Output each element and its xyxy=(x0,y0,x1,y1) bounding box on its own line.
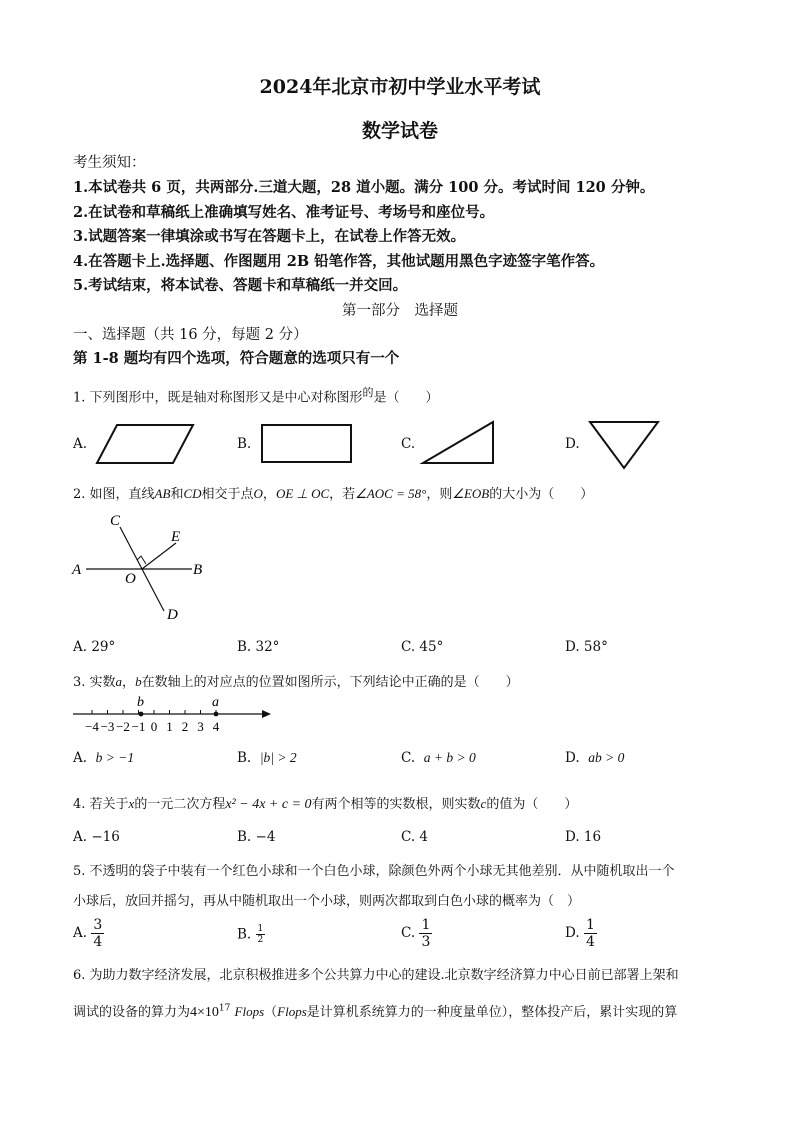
part-title: 第一部分 选择题 xyxy=(342,303,458,319)
q1-shapes xyxy=(0,410,800,476)
section-instruction: 第 1-8 题均有四个选项，符合题意的选项只有一个 xyxy=(73,350,400,367)
q2-label-a: A xyxy=(72,562,82,578)
q1-stem: 1. 下列图形中，既是轴对称图形又是中心对称图形$^的$是（ ） xyxy=(73,386,439,406)
q3-option-a: A. b > −1 xyxy=(73,750,135,766)
rectangle-shape xyxy=(262,425,351,462)
q3-label-a: a xyxy=(212,695,219,710)
q3-stem: 3. 实数a，b在数轴上的对应点的位置如图所示，下列结论中正确的是（ ） xyxy=(73,674,519,690)
tick-label: 0 xyxy=(150,719,158,734)
q5-line-1: 5. 不透明的袋子中装有一个红色小球和一个白色小球，除颜色外两个小球无其他差别．从中随机取出一个 xyxy=(73,864,675,879)
q5-option-c: C. $\frac{1}{3}$ xyxy=(401,917,431,951)
parallelogram-shape xyxy=(97,425,193,463)
q5-option-b: B. $\frac{1}{2}$ xyxy=(237,924,264,946)
tick-label: −2 xyxy=(116,719,130,734)
q3-option-d: D. ab > 0 xyxy=(565,750,625,766)
q6-line-1: 6. 为助力数字经济发展，北京积极推进多个公共算力中心的建设.北京数字经济算力中心日前已部署上架和 xyxy=(73,968,679,983)
point-b xyxy=(139,712,144,717)
q3-option-b: B. |b| > 2 xyxy=(237,750,297,766)
q4-option-a: A. −16 xyxy=(73,829,120,845)
q2-option-b: B. 32° xyxy=(237,639,280,655)
inverted-triangle-shape xyxy=(590,422,658,468)
q5-line-2: 小球后，放回并摇匀，再从中随机取出一个小球，则两次都取到白色小球的概率为（ ） xyxy=(73,894,581,909)
tick-label: −1 xyxy=(131,719,146,734)
q2-label-c: C xyxy=(110,513,121,529)
q4-option-b: B. −4 xyxy=(237,829,276,845)
right-triangle-shape xyxy=(423,422,493,463)
q2-label-b: B xyxy=(193,562,203,578)
q5-option-d: D. $\frac{1}{4}$ xyxy=(565,917,595,951)
notice-heading: 考生须知： xyxy=(73,155,146,171)
q2-figure xyxy=(0,505,260,630)
notice-item-5: 5.考试结束，将本试卷、答题卡和草稿纸一并交回。 xyxy=(73,277,408,294)
q1-option-d-label: D. xyxy=(565,436,580,452)
q1-option-b-label: B. xyxy=(237,436,252,452)
q6-line-2: 调试的设备的算力为$4\times 10^{17}$ Flops（Flops是计算机系统算力的一种度量单位），整体投产后，累计实现的算 xyxy=(73,1003,678,1020)
q1-option-a-label: A. xyxy=(73,436,88,452)
notice-item-3: 3.试题答案一律填涂或书写在答题卡上，在试卷上作答无效。 xyxy=(73,228,466,245)
q2-label-o: O xyxy=(125,571,136,587)
tick-label: 3 xyxy=(197,719,204,734)
q3-number-line xyxy=(0,693,300,738)
tick-label: 2 xyxy=(181,719,189,734)
exam-title: 2024年北京市初中学业水平考试 xyxy=(259,76,541,98)
q2-option-d: D. 58° xyxy=(565,639,608,655)
q1-option-c-label: C. xyxy=(401,436,416,452)
tick-label: −3 xyxy=(100,719,115,734)
tick-label: 4 xyxy=(212,719,220,734)
q2-option-c: C. 45° xyxy=(401,639,444,655)
q4-stem: 4. 若关于x的一元二次方程x² − 4x + c = 0有两个相等的实数根，则实数c的值为（ ） xyxy=(73,796,578,812)
exam-subtitle: 数学试卷 xyxy=(361,120,438,142)
point-a xyxy=(214,712,219,717)
q5-option-a: A. $\frac{3}{4}$ xyxy=(73,917,103,951)
tick-label: −4 xyxy=(85,719,99,734)
notice-item-2: 2.在试卷和草稿纸上准确填写姓名、准考证号、考场号和座位号。 xyxy=(73,204,495,221)
q4-option-c: C. 4 xyxy=(401,829,429,845)
q3-label-b: b xyxy=(137,695,144,710)
section-heading: 一、选择题（共 16 分，每题 2 分） xyxy=(73,327,308,343)
q2-label-e: E xyxy=(171,529,181,545)
q3-option-c: C. a + b > 0 xyxy=(401,750,476,766)
q4-option-d: D. 16 xyxy=(565,829,602,845)
arrow-icon xyxy=(262,710,271,718)
notice-item-1: 1.本试卷共 6 页，共两部分.三道大题，28 道小题。满分 100 分。考试时间 120 分钟。 xyxy=(73,179,655,196)
q2-stem: 2. 如图，直线AB和CD相交于点O，OE ⊥ OC，若∠AOC = 58°，则∠EOB的大小为（ ） xyxy=(73,486,594,502)
q2-option-a: A. 29° xyxy=(73,639,116,655)
q2-label-d: D xyxy=(167,607,178,623)
tick-label: 1 xyxy=(166,719,173,734)
notice-item-4: 4.在答题卡上.选择题、作图题用 2B 铅笔作答，其他试题用黑色字迹签字笔作答。 xyxy=(73,253,605,270)
